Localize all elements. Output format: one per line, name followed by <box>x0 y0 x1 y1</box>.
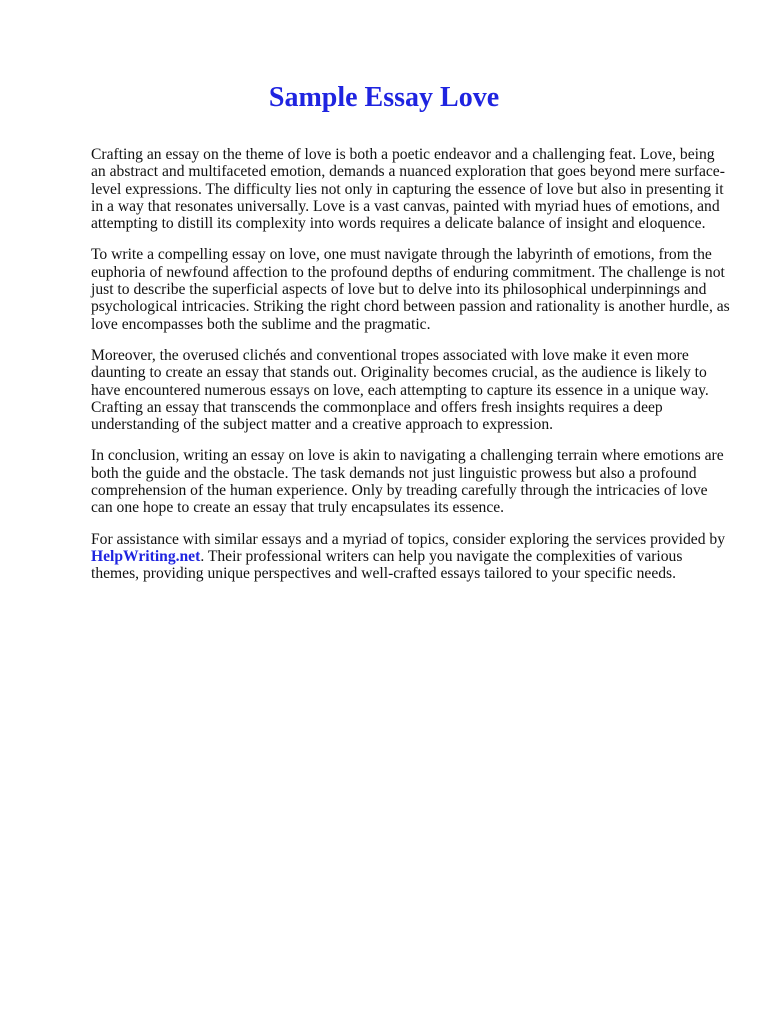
paragraph-1: Crafting an essay on the theme of love is both a poetic endeavor and a challenging feat. Love, being an abstract and multifaceted emotion, demands a nuanced exploration that goes beyond mere surface-level expressions. The difficulty lies not only in capturing the essence of love but also in presenting it in a way that resonates universally. Love is a vast canvas, painted with myriad hues of emotions, and attempting to distill its complexity into words requires a delicate balance of insight and eloquence. <box>91 146 725 233</box>
paragraph-5-before-link: For assistance with similar essays and a myriad of topics, consider exploring the services provided by <box>91 530 725 548</box>
page-title: Sample Essay Love <box>268 82 500 113</box>
paragraph-3: Moreover, the overused clichés and conventional tropes associated with love make it even more daunting to create an essay that stands out. Originality becomes crucial, as the audience is likely to have encountered numerous essays on love, each attempting to capture its essence in a unique way. Crafting an essay that transcends the commonplace and offers fresh insights requires a deep understanding of the subject matter and a creative approach to expression. <box>91 346 709 434</box>
essay-body <box>91 146 731 597</box>
paragraph-2: To write a compelling essay on love, one must navigate through the labyrinth of emotions, from the euphoria of newfound affection to the profound depths of enduring commitment. The challenge is not just to describe the superficial aspects of love but to delve into its philosophical underpinnings and psychological intricacies. Striking the right chord between passion and rationality is another hurdle, as love encompasses both the sublime and the pragmatic. <box>91 246 730 333</box>
paragraph-5 <box>91 531 731 583</box>
paragraph-5-after-link: . Their professional writers can help you navigate the complexities of various themes, providing unique perspectives and well-crafted essays tailored to your specific needs. <box>91 547 683 583</box>
paragraph-4: In conclusion, writing an essay on love is akin to navigating a challenging terrain where emotions are both the guide and the obstacle. The task demands not just linguistic prowess but also a profound comprehension of the human experience. Only by treading carefully through the intricacies of love can one hope to create an essay that truly encapsulates its essence. <box>91 447 724 517</box>
helpwriting-link[interactable]: HelpWriting.net <box>91 547 201 565</box>
